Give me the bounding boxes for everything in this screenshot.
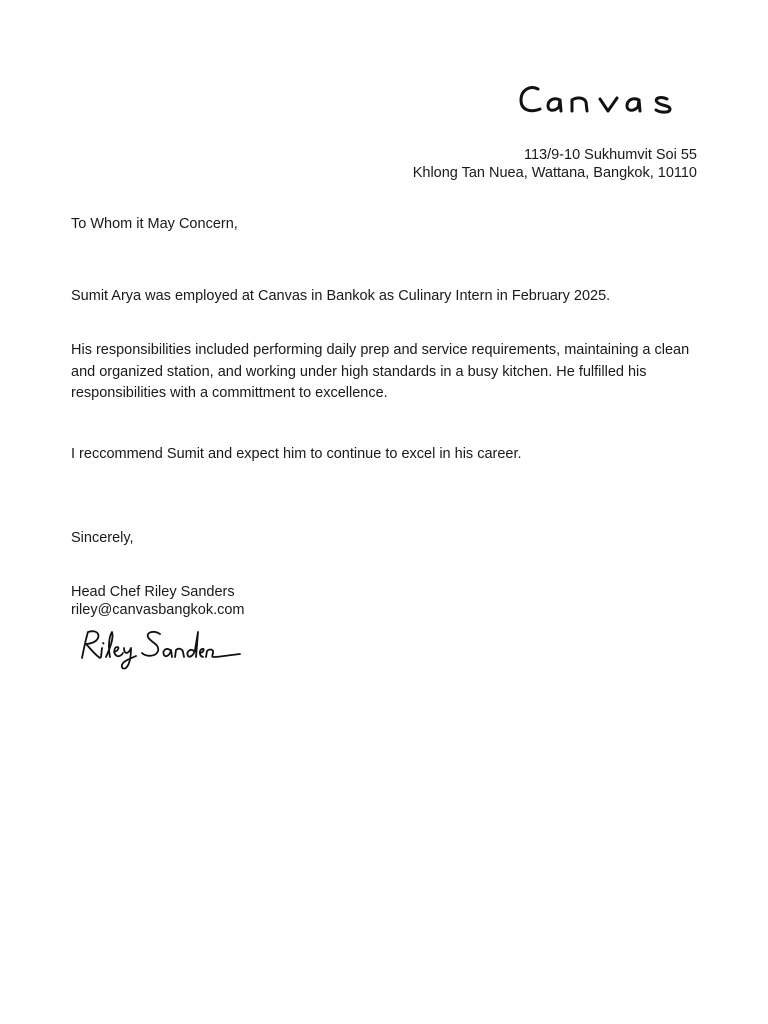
salutation: To Whom it May Concern,: [71, 216, 238, 232]
signer-block: [71, 583, 245, 619]
address-line-2: Khlong Tan Nuea, Wattana, Bangkok, 10110: [412, 165, 697, 181]
paragraph-responsibilities: His responsibilities included performing daily prep and service requirements, maintaining a clean and organized station, and working under high standards in a busy kitchen. He fulfilled his responsibilities with a committment to excellence.: [71, 342, 690, 401]
canvas-logo: [516, 80, 700, 122]
signer-name: Head Chef Riley Sanders: [71, 584, 235, 600]
signer-email: riley@canvasbangkok.com: [71, 602, 245, 618]
address-line-1: 113/9-10 Sukhumvit Soi 55: [523, 147, 697, 163]
company-address: [413, 146, 697, 182]
closing: Sincerely,: [71, 530, 134, 546]
paragraph-employment: Sumit Arya was employed at Canvas in Bankok as Culinary Intern in February 2025.: [71, 288, 611, 304]
handwritten-signature: [74, 624, 244, 672]
paragraph-recommendation: I reccommend Sumit and expect him to continue to excel in his career.: [71, 446, 522, 462]
